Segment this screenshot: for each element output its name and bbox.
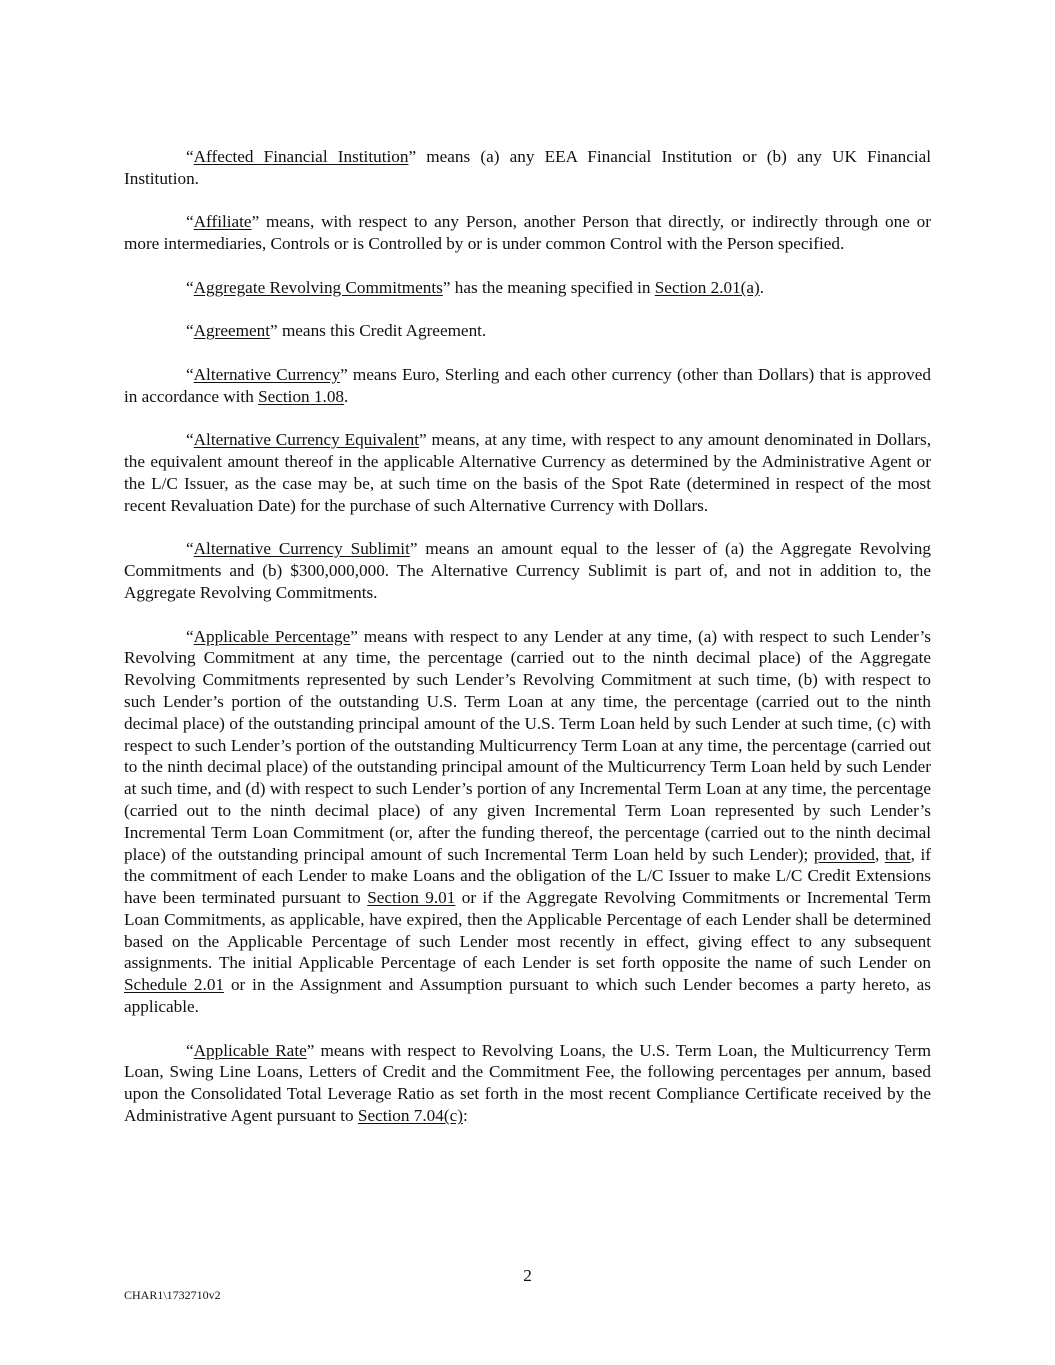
definition-alternative-currency-equivalent: “Alternative Currency Equivalent” means, at any time, with respect to any amount denominated in Dollars, the equivalent amount thereof in the applicable Alternative Currency as determined by the Administrative Agent or the L/C Issuer, as the case may be, at such time on the basis of the Spot Rate (determined in respect of the most recent Revaluation Date) for the purchase of such Alternative Currency with Dollars. <box>124 430 932 515</box>
section-reference: Section 7.04(c) <box>357 1106 463 1126</box>
page-number: 2 <box>523 1266 532 1285</box>
section-reference: Section 9.01 <box>367 888 456 908</box>
definition-aggregate-revolving-commitments: “Aggregate Revolving Commitments” has the meaning specified in Section 2.01(a). <box>186 277 765 297</box>
defined-term: Affected Financial Institution <box>193 147 409 166</box>
definition-text: means with respect to any Lender at any time, (a) with respect to such Lender’s Revolving Commitment at any time, the percentage (carried out to the ninth decimal place) of the Aggregate Revolving Commitments represented by such Lender’s Revolving Commitment at such time, (b) with respect to such Lender’s portion of the outstanding U.S. Term Loan at any time, the percentage (carried out to the ninth decimal place) of the outstanding principal amount of the U.S. Term Loan held by such Lender at such time, (c) with respect to such Lender’s portion of the outstanding Multicurrency Term Loan at any time, the percentage (carried out to the ninth decimal place) of the outstanding principal amount of the Multicurrency Term Loan held by such Lender at such time, and (d) with respect to such Lender’s portion of any Incremental Term Loan at any time, the percentage (carried out to the ninth decimal place) of any given Incremental Term Loan represented by such Lender’s Incremental Term Loan Commitment (or, after the funding thereof, the percentage (carried out to the ninth decimal place) of the outstanding principal amount of such Incremental Term Loan held by such Lender); <box>124 626 931 864</box>
defined-term: Alternative Currency <box>193 364 341 384</box>
definition-alternative-currency-sublimit: “Alternative Currency Sublimit” means an amount equal to the lesser of (a) the Aggregate Revolving Commitments and (b) $300,000,000. The Alternative Currency Sublimit is part of, and not in addition to, the Aggregate Revolving Commitments. <box>124 539 931 602</box>
document-body <box>124 146 931 1149</box>
defined-term: Affiliate <box>193 212 252 232</box>
definition-text: means Euro, Sterling and each other currency (other than Dollars) that is approved in accordance with <box>124 364 932 406</box>
section-reference: Section 2.01(a) <box>654 277 760 297</box>
definition-text: means with respect to Revolving Loans, the U.S. Term Loan, the Multicurrency Term Loan, Swing Line Loans, Letters of Credit and the Commitment Fee, the following percentages per annum, based upon the Consolidated Total Leverage Ratio as set forth in the most recent Compliance Certificate received by the Administrative Agent pursuant to <box>124 1040 932 1126</box>
definition-text: means this Credit Agreement. <box>277 321 487 341</box>
defined-term: Applicable Percentage <box>193 626 351 646</box>
definition-agreement: “Agreement” means this Credit Agreement. <box>186 321 487 341</box>
proviso-provided: provided <box>813 844 875 864</box>
defined-term: Agreement <box>193 321 270 341</box>
schedule-reference: Schedule 2.01 <box>124 975 225 995</box>
proviso-that: that <box>884 844 911 864</box>
definition-text: means, with respect to any Person, another Person that directly, or indirectly through one or more intermediaries, Controls or is Controlled by or is under common Control with the Person specified. <box>124 212 931 254</box>
defined-term: Alternative Currency Equivalent <box>193 430 420 450</box>
document-id: CHAR1\1732710v2 <box>124 1288 221 1302</box>
defined-term: Alternative Currency Sublimit <box>193 539 410 559</box>
definition-applicable-rate: “Applicable Rate” means with respect to Revolving Loans, the U.S. Term Loan, the Multicurrency Term Loan, Swing Line Loans, Letters of Credit and the Commitment Fee, the following percentages per annum, based upon the Consolidated Total Leverage Ratio as set forth in the most recent Compliance Certificate received by the Administrative Agent pursuant to Section 7.04(c): <box>124 1040 932 1126</box>
definition-alternative-currency: “Alternative Currency” means Euro, Sterling and each other currency (other than Dollars) that is approved in accordance with Section 1.08. <box>124 364 932 406</box>
definition-text: has the meaning specified in <box>450 277 655 297</box>
section-reference: Section 1.08 <box>258 386 345 406</box>
definition-text: means an amount equal to the lesser of (a) the Aggregate Revolving Commitments and (b) $300,000,000. The Alternative Currency Sublimit is part of, and not in addition to, the Aggregate Revolving Commitments. <box>124 539 931 602</box>
definition-affected-financial-institution: “Affected Financial Institution” means (a) any EEA Financial Institution or (b) any UK Financial Institution. <box>124 147 931 188</box>
definition-text: means, at any time, with respect to any amount denominated in Dollars, the equivalent amount thereof in the applicable Alternative Currency as determined by the Administrative Agent or the L/C Issuer, as the case may be, at such time on the basis of the Spot Rate (determined in respect of the most recent Revaluation Date) for the purchase of such Alternative Currency with Dollars. <box>124 430 932 515</box>
definition-applicable-percentage: “Applicable Percentage” means with respect to any Lender at any time, (a) with respect to such Lender’s Revolving Commitment at any time, the percentage (carried out to the ninth decimal place) of the Aggregate Revolving Commitments represented by such Lender’s Revolving Commitment at such time, (b) with respect to such Lender’s portion of the outstanding U.S. Term Loan at any time, the percentage (carried out to the ninth decimal place) of the outstanding principal amount of the U.S. Term Loan held by such Lender at such time, (c) with respect to such Lender’s portion of the outstanding Multicurrency Term Loan at any time, the percentage (carried out to the ninth decimal place) of the outstanding principal amount of the Multicurrency Term Loan held by such Lender at such time, and (d) with respect to such Lender’s portion of any Incremental Term Loan at any time, the percentage (carried out to the ninth decimal place) of any given Incremental Term Loan represented by such Lender’s Incremental Term Loan Commitment (or, after the funding thereof, the percentage (carried out to the ninth decimal place) of the outstanding principal amount of such Incremental Term Loan held by such Lender); provided, that, if the commitment of each Lender to make Loans and the obligation of the L/C Issuer to make L/C Credit Extensions have been terminated pursuant to Section 9.01 or if the Aggregate Revolving Commitments or Incremental Term Loan Commitments, as applicable, have expired, then the Applicable Percentage of each Lender shall be determined based on the Applicable Percentage of such Lender most recently in effect, giving effect to any subsequent assignments. The initial Applicable Percentage of each Lender is set forth opposite the name of such Lender on Schedule 2.01 or in the Assignment and Assumption pursuant to which such Lender becomes a party hereto, as applicable. <box>124 626 931 1017</box>
defined-term: Applicable Rate <box>193 1040 307 1060</box>
defined-term: Aggregate Revolving Commitments <box>193 277 443 297</box>
definition-affiliate: “Affiliate” means, with respect to any Person, another Person that directly, or indirectly through one or more intermediaries, Controls or is Controlled by or is under common Control with the Person specified. <box>124 212 931 254</box>
definition-text: means (a) any EEA Financial Institution or (b) any UK Financial Institution. <box>124 147 931 188</box>
